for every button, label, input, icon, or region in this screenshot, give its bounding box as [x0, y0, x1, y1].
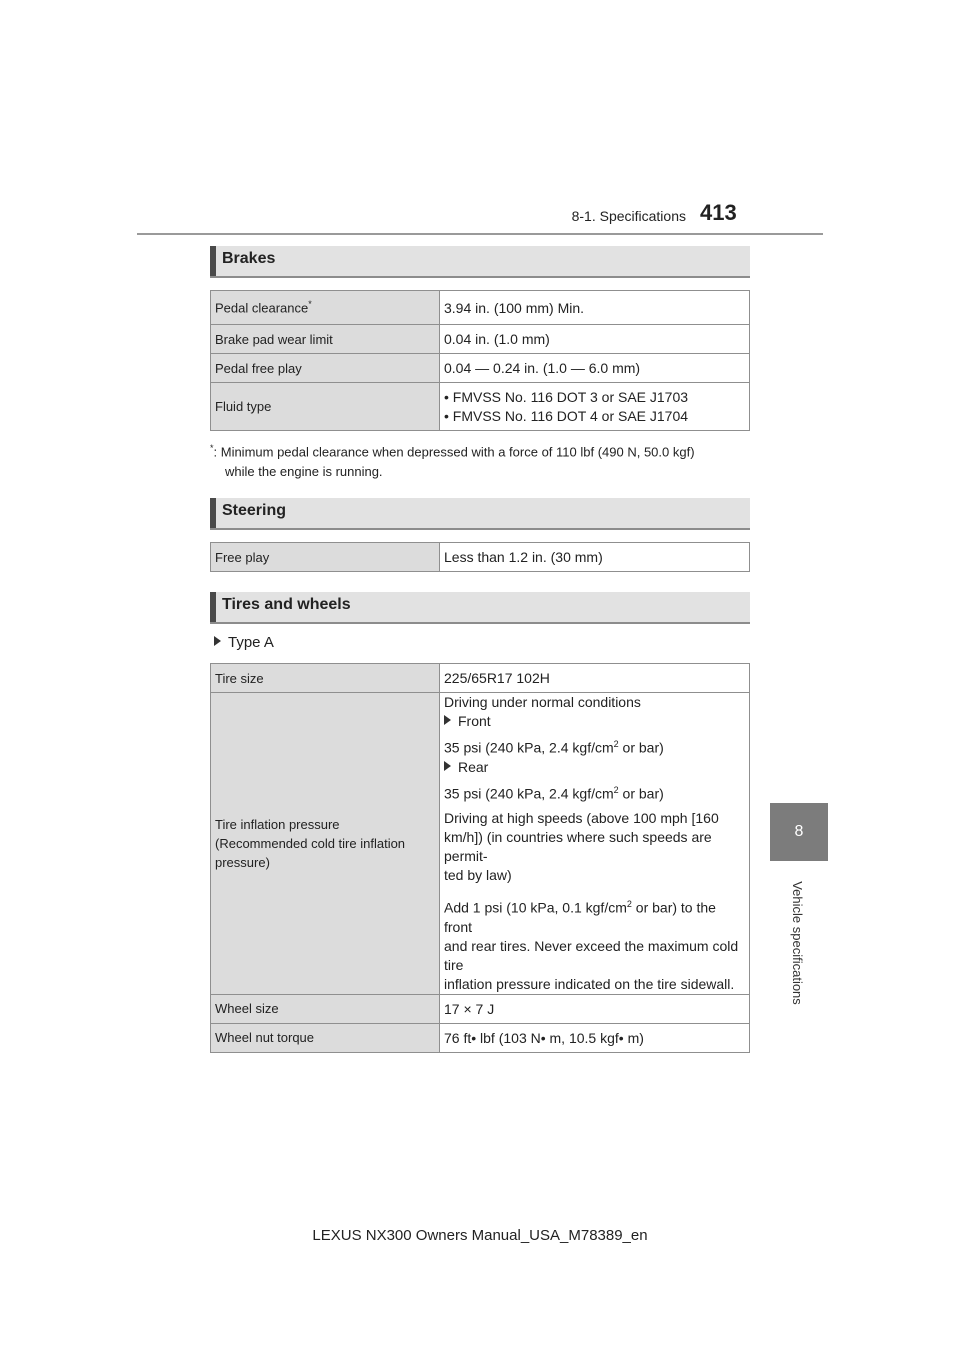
pedal-free-play-label: Pedal free play: [211, 354, 440, 383]
table-row: [211, 354, 750, 383]
page-number: 413: [700, 200, 737, 225]
chapter-tab[interactable]: 8: [770, 803, 828, 861]
table-row: [211, 291, 750, 325]
tires-heading: Tires and wheels: [210, 592, 750, 624]
type-a-label: Type A: [214, 634, 274, 651]
table-row: [211, 383, 750, 431]
fluid-type-value: • FMVSS No. 116 DOT 3 or SAE J1703 • FMVSS No. 116 DOT 4 or SAE J1704: [440, 383, 750, 431]
wheel-nut-torque-value: 76 ft• lbf (103 N• m, 10.5 kgf• m): [440, 1023, 750, 1052]
arrow-right-icon: [214, 636, 221, 646]
section-header: 8-1. Specifications: [571, 208, 686, 224]
tire-pressure-label: Tire inflation pressure (Recommended cold tire inflation pressure): [211, 693, 440, 995]
wheel-size-label: Wheel size: [211, 994, 440, 1023]
table-row: [211, 325, 750, 354]
tires-table: [210, 663, 750, 1053]
chapter-side-label: Vehicle specifications: [790, 881, 806, 1005]
fluid-type-label: Fluid type: [211, 383, 440, 431]
table-row: [211, 994, 750, 1023]
wheel-nut-torque-label: Wheel nut torque: [211, 1023, 440, 1052]
brakes-heading: Brakes: [210, 246, 750, 278]
tire-size-label: Tire size: [211, 664, 440, 693]
steering-table: [210, 542, 750, 572]
free-play-label: Free play: [211, 543, 440, 572]
brakes-footnote: *: Minimum pedal clearance when depressed with a force of 110 lbf (490 N, 50.0 kgf) while the engine is running.: [210, 443, 695, 480]
table-row: [211, 664, 750, 693]
arrow-right-icon: [444, 761, 451, 771]
pedal-free-play-value: 0.04 — 0.24 in. (1.0 — 6.0 mm): [440, 354, 750, 383]
pedal-clearance-label: Pedal clearance*: [211, 291, 440, 325]
header-rule: [137, 233, 823, 235]
arrow-right-icon: [444, 715, 451, 725]
brakes-table: [210, 290, 750, 431]
brake-pad-wear-limit-label: Brake pad wear limit: [211, 325, 440, 354]
brake-pad-wear-limit-value: 0.04 in. (1.0 mm): [440, 325, 750, 354]
table-row: [211, 543, 750, 572]
free-play-value: Less than 1.2 in. (30 mm): [440, 543, 750, 572]
table-row: [211, 1023, 750, 1052]
pedal-clearance-value: 3.94 in. (100 mm) Min.: [440, 291, 750, 325]
wheel-size-value: 17 × 7 J: [440, 994, 750, 1023]
tire-pressure-value: Driving under normal conditions Front 35 psi (240 kPa, 2.4 kgf/$cm^2$ or bar) Rear 35 psi (240 kPa, 2.4 kgf/$cm^2$ or bar) Driving at high speeds (above 100 mph [160 km/h]) (in countries where such speeds are permit- ted by law) Add 1 psi (10 kPa, 0.1 kgf/$cm^2$ or bar) to the front and rear tires. Never exceed the maximum cold tire inflation pressure indicated on the tire sidewall.: [440, 693, 750, 995]
manual-footer: LEXUS NX300 Owners Manual_USA_M78389_en: [312, 1227, 648, 1244]
steering-heading: Steering: [210, 498, 750, 530]
tire-size-value: 225/65R17 102H: [440, 664, 750, 693]
table-row: [211, 693, 750, 995]
